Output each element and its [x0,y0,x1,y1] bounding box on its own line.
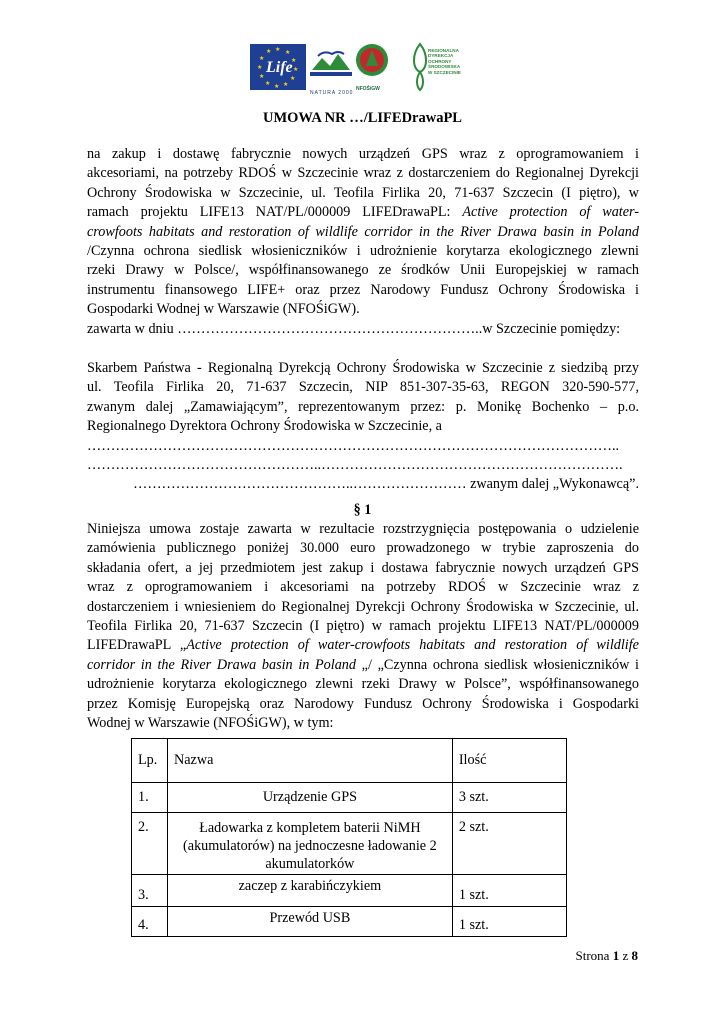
nfos-text: NFOŚiGW [356,86,380,92]
party-line: ul. Teofila Firlika 20, 71-637 Szczecin, NIP 851-307-35-63, REGON 320-590-577, [87,379,639,396]
intro-line: /Czynna ochrona siedlisk włosieniczników i udrożnienie korytarza ekologicznego zlewni [87,243,639,260]
section-line: Niniejsza umowa zostaje zawarta w rezultacie rozstrzygnięcia postępowania o udzielenie [87,521,639,537]
table-row [132,875,567,907]
natura-2000-logo [310,46,352,90]
section-line: wraz z oprogramowaniem i akcesoriami na potrzeby RDOŚ w Szczecinie wraz z [87,579,639,596]
section-line-lead: LIFEDrawaPL „ [87,637,187,654]
intro-line: Gospodarki Wodnej w Warszawie (NFOŚiGW). [87,301,360,318]
header-lp: Lp. [132,739,168,783]
zawarta-line: zawarta w dniu ………………………………………………………..w Szczecinie pomiędzy: [87,321,621,337]
section-italic: corridor in the River Drawa basin in Poland [87,656,356,673]
rdos-line-4: ŚRODOWISKA [428,64,461,70]
cell-ilosc: 1 szt. [452,875,566,907]
rdos-line-2: DYREKCJA [428,53,454,59]
section-line: dostarczeniem i wniesieniem do Regionalnej Dyrekcji Ochrony Środowiska w Szczecinie, ul. [87,598,639,615]
intro-italic-line [87,223,639,242]
section-line: Teofila Firlika 20, 71-637 Szczecin (I piętro) w ramach projektu LIFE13 NAT/PL/000009 [87,618,639,635]
intro-line: ramach projektu LIFE13 NAT/PL/000009 LIFEDrawaPL: [87,204,451,221]
table-row [132,813,567,875]
cell-ilosc: 3 szt. [452,783,566,813]
party-dots-line: …………………………………………..………………………………………………………. [87,457,623,474]
section-title: § 1 [353,502,372,518]
intro-line: Ochrony Środowiska w Szczecinie, ul. Teofila Firlika 20, 71-637 Szczecin (I piętro), w [87,184,639,201]
natura-text: NATURA 2000 [310,90,354,96]
leaf-icon [412,42,428,92]
section-line: Wodnej w Warszawie (NFOŚiGW), w tym: [87,715,334,732]
intro-line: crowfoots habitats and restoration of wildlife corridor in the River Drawa basin in Poland [87,223,639,240]
party-line: Regionalnego Dyrektora Ochrony Środowiska w Szczecinie, a [87,418,442,435]
footer-label: Strona [575,948,610,963]
intro-line: instrumentu finansowego LIFE+ oraz przez Narodowy Fundusz Ochrony Środowiska i [87,281,639,298]
cell-nazwa: zaczep z karabińczykiem [167,875,452,907]
cell-nazwa: Ładowarka z kompletem baterii NiMH (akumulatorów) na jednoczesne ładowanie 2 akumulatorków [167,813,452,875]
party-dots-line: ………………………………………………………………………………………………….. [87,437,620,454]
table-row [132,907,567,937]
table-row [132,783,567,813]
intro-line: rzeki Drawy w Polsce/, współfinansowanego ze środków Unii Europejskiej w ramach [87,262,639,279]
section-line: przez Komisję Europejską oraz Narodowy Fundusz Ochrony Środowiska i Gospodarki [87,695,639,712]
zawarta-paragraph [87,320,639,339]
cell-lp: 3. [132,875,168,907]
life-text: Life [266,59,293,76]
header-nazwa: Nazwa [167,739,452,783]
eu-life-logo: ★ ★ ★ ★ ★ ★ ★ ★ ★ ★ ★ ★ Life [250,44,306,90]
footer-sep: z [622,948,629,963]
footer-page: 1 [612,948,620,963]
cell-nazwa: Przewód USB [167,907,452,937]
header-logos [250,40,480,100]
rdos-line-3: OCHRONY [428,58,452,64]
section-line: składania ofert, a jej przedmiotem jest zakup i dostawa fabrycznie nowych urządzeń GPS [87,559,639,576]
footer-total: 8 [631,948,638,963]
intro-line: akcesoriami, na potrzeby RDOŚ w Szczecinie wraz z dostarczeniem do Regionalnej Dyrekcji [87,165,639,182]
intro-line: na zakup i dostawę fabrycznie nowych urządzeń GPS wraz z oprogramowaniem i [87,146,639,162]
cell-ilosc: 1 szt. [452,907,566,937]
intro-paragraph [87,145,639,320]
party-contractor-line: ………………………………………..…………………… zwanym dalej „Wykonawcą”. [133,476,639,493]
rdos-logo [412,42,472,94]
cell-nazwa: Urządzenie GPS [167,783,452,813]
cell-lp: 2. [132,813,168,875]
page-footer [576,948,638,964]
cell-ilosc: 2 szt. [452,813,566,875]
party-line: Skarbem Państwa - Regionalną Dyrekcją Ochrony Środowiska w Szczecinie z siedzibą przy [87,360,639,376]
party-line: zwanym dalej „Zamawiającym”, reprezentowanym przez: p. Monikę Bochenko – p.o. [87,398,639,415]
rdos-line-5: W SZCZECINIE [428,69,461,75]
section-italic-line [87,656,639,675]
items-table [131,738,567,937]
section-line: zamówienia publicznego poniżej 30.000 euro prowadzonego w trybie zaproszenia do [87,540,639,557]
intro-line-with-italic [87,203,639,222]
section-italic: Active protection of water-crowfoots habitats and restoration of wildlife [186,637,639,654]
section-line-tail: „/ „Czynna ochrona siedlisk włosieniczników i [356,656,639,673]
rdos-line-1: REGIONALNA [428,48,459,53]
section-paragraph [87,520,639,733]
table-header-row [132,739,567,783]
intro-italic-start: Active protection of water- [462,204,639,221]
section-line: udrożnienie korytarza ekologicznego zlewni rzeki Drawy w Polsce”, współfinansowanego [87,676,639,693]
document-title: UMOWA NR …/LIFEDrawaPL [263,110,462,126]
cell-lp: 1. [132,783,168,813]
nfosigw-logo [354,40,390,92]
header-ilosc: Ilość [452,739,566,783]
cell-lp: 4. [132,907,168,937]
parties-paragraph [87,359,639,495]
section-italic-line [87,636,639,655]
